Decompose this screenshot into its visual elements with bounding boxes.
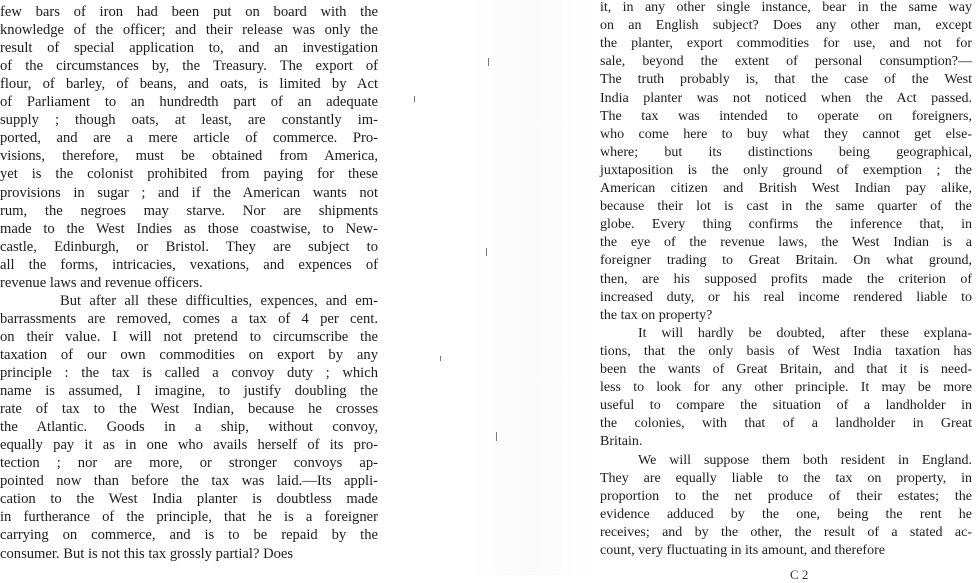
text-line: cation to the West India planter is doubtless made <box>0 491 378 508</box>
text-line: then, are his supposed profits made the criterion of <box>600 271 972 287</box>
print-speck <box>414 96 415 102</box>
text-line: count, very fluctuating in its amount, and therefore <box>600 543 885 558</box>
text-line: the eye of the revenue laws, the West Indian is a <box>600 235 972 251</box>
text-line: provisions in sugar ; and if the American wants not <box>0 184 378 201</box>
print-speck <box>486 248 487 256</box>
print-speck <box>488 58 489 66</box>
text-line: in furtherance of the principle, that he is a foreigner <box>0 509 378 526</box>
text-line: American citizen and British West Indian pay alike, <box>600 181 972 196</box>
text-line: the Atlantic. Goods in a ship, without convoy, <box>0 419 378 436</box>
text-line: result of special application to, and an investigation <box>0 40 378 57</box>
text-line: Britain. <box>600 434 643 450</box>
text-line: equally pay it as in one who avails herself of its pro- <box>0 437 378 454</box>
text-line: globe. Every thing confirms the inference that, in <box>600 217 972 233</box>
text-line: receives; and by the other, the result of a stated ac- <box>600 524 972 540</box>
text-line: principle : the tax is called a convoy duty ; which <box>0 365 378 381</box>
text-line: sale, beyond the extent of personal consumption?— <box>600 54 972 70</box>
text-line: tions, that the only basis of West India taxation has <box>600 343 972 359</box>
text-line: the colonies, with that of a landholder in Great <box>600 416 972 432</box>
text-line: the planter, export commodities for use, and not for <box>600 36 972 52</box>
text-line: few bars of iron had been put on board with the <box>0 4 378 20</box>
text-line: It will hardly be doubted, after these explana- <box>638 325 972 341</box>
text-line: it, in any other single instance, bear in the same way <box>600 0 972 15</box>
page-signature-mark: C 2 <box>790 567 809 582</box>
text-line: flour, of barley, of beans, and oats, is limited by Act <box>0 76 378 93</box>
text-line: But after all these difficulties, expences, and em- <box>60 292 378 309</box>
text-line: ported, and are a mere article of commerce. Pro- <box>0 130 378 147</box>
text-line: proportion to the net produce of their estates; the <box>600 488 972 504</box>
text-line: castle, Edinburgh, or Bristol. They are subject to <box>0 238 378 255</box>
text-line: barrassments are removed, comes a tax of 4 per cent. <box>0 310 378 327</box>
text-line: on their value. I will not pretend to circumscribe the <box>0 328 378 345</box>
text-line: rate of tax to the West Indian, because he crosses <box>0 401 378 418</box>
text-line: knowledge of the officer; and their release was only the <box>0 22 378 39</box>
text-line: supply ; though oats, at least, are constantly im- <box>0 112 378 129</box>
text-line: We will suppose them both resident in England. <box>638 452 972 468</box>
text-line: The tax was intended to operate on foreigners, <box>600 108 972 124</box>
text-line: where; but its distinctions being geographical, <box>600 144 972 160</box>
text-line: consumer. But is not this tax grossly partial? Does <box>0 545 294 562</box>
text-line: juxtaposition is the only ground of exemption ; the <box>600 162 972 178</box>
text-line: useful to compare the situation of a landholder in <box>600 398 972 414</box>
text-line: tection ; nor are more, or stronger convoys ap- <box>0 455 378 472</box>
text-line: revenue laws and revenue officers. <box>0 274 203 291</box>
text-line: of Parliament to an hundredth part of an adequate <box>0 94 378 111</box>
print-speck <box>440 356 441 361</box>
text-line: all the forms, intricacies, vexations, and expences of <box>0 256 378 273</box>
text-line: yet is the colonist prohibited from paying for these <box>0 166 378 183</box>
text-line: who come here to buy what they cannot get else- <box>600 126 972 142</box>
gutter-shading <box>470 0 590 575</box>
text-line: The truth probably is, that the case of the West <box>600 72 972 88</box>
text-line: visions, therefore, must be obtained from America, <box>0 148 378 165</box>
text-line: increased duty, or his real income rendered liable to <box>600 289 972 305</box>
text-line: name is assumed, I imagine, to justify doubling the <box>0 383 378 400</box>
text-line: They are equally liable to the tax on property, in <box>600 470 972 486</box>
text-line: the tax on property? <box>600 307 713 323</box>
text-line: India planter was not noticed when the Act passed. <box>600 90 972 106</box>
text-line: foreigner trading to Great Britain. On what ground, <box>600 253 972 269</box>
text-line: made to the West Indies as those coastwise, to New- <box>0 220 378 237</box>
text-line: less to look for any other principle. It may be more <box>600 380 972 396</box>
text-line: rum, the negroes may starve. Nor are shipments <box>0 202 378 219</box>
text-line: been the wants of Great Britain, and that it is need- <box>600 362 972 377</box>
print-speck <box>496 432 497 441</box>
text-line: taxation of our own commodities on export by any <box>0 346 378 363</box>
text-line: because their lot is cast in the same quarter of the <box>600 199 972 215</box>
text-line: carrying on commerce, and is to be repaid by the <box>0 527 378 544</box>
text-line: on an English subject? Does any other man, except <box>600 18 972 34</box>
text-line: pointed now than before the tax was laid.—Its appli- <box>0 473 378 490</box>
text-line: evidence adduced by the one, being the rent he <box>600 506 972 522</box>
text-line: of the circumstances by, the Treasury. The export of <box>0 58 378 75</box>
